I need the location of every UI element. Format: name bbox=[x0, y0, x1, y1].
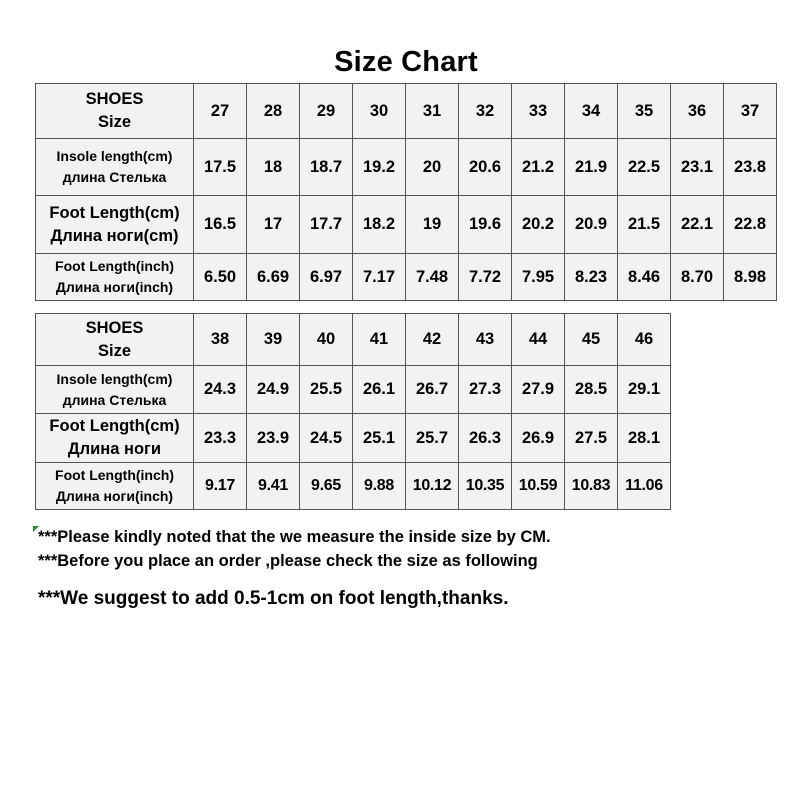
row-label-line1: Foot Length(inch) bbox=[55, 258, 174, 274]
value-cell: 9.65 bbox=[300, 463, 353, 510]
value-cell: 26.7 bbox=[406, 366, 459, 414]
header-label-line1: SHOES bbox=[85, 90, 144, 108]
value-cell: 23.1 bbox=[671, 139, 724, 196]
value-cell: 7.17 bbox=[353, 254, 406, 301]
row-label-line2: Длина ноги bbox=[67, 440, 162, 458]
value-cell: 25.1 bbox=[353, 414, 406, 463]
value-cell: 20 bbox=[406, 139, 459, 196]
value-cell: 7.95 bbox=[512, 254, 565, 301]
page-title: Size Chart bbox=[334, 46, 478, 78]
table-row bbox=[36, 366, 671, 414]
size-header-cell: 43 bbox=[459, 314, 512, 366]
size-header-cell: 45 bbox=[565, 314, 618, 366]
row-label-line2: Длина ноги(inch) bbox=[55, 279, 174, 295]
note-check-size: ***Before you place an order ,please check the size as following bbox=[38, 552, 538, 570]
size-header-cell: 30 bbox=[353, 84, 406, 139]
value-cell: 27.9 bbox=[512, 366, 565, 414]
shoes-size-header bbox=[36, 314, 194, 366]
value-cell: 28.1 bbox=[618, 414, 671, 463]
value-cell: 19.6 bbox=[459, 196, 512, 254]
size-header-cell: 44 bbox=[512, 314, 565, 366]
row-label bbox=[36, 414, 194, 463]
value-cell: 16.5 bbox=[194, 196, 247, 254]
value-cell: 10.59 bbox=[512, 463, 565, 510]
value-cell: 8.46 bbox=[618, 254, 671, 301]
value-cell: 23.9 bbox=[247, 414, 300, 463]
value-cell: 7.48 bbox=[406, 254, 459, 301]
value-cell: 21.2 bbox=[512, 139, 565, 196]
value-cell: 24.9 bbox=[247, 366, 300, 414]
value-cell: 18 bbox=[247, 139, 300, 196]
size-header-cell: 27 bbox=[194, 84, 247, 139]
value-cell: 18.2 bbox=[353, 196, 406, 254]
size-table-2 bbox=[35, 313, 671, 510]
value-cell: 27.3 bbox=[459, 366, 512, 414]
row-label bbox=[36, 254, 194, 301]
value-cell: 8.23 bbox=[565, 254, 618, 301]
value-cell: 6.69 bbox=[247, 254, 300, 301]
header-row bbox=[36, 314, 671, 366]
size-header-cell: 35 bbox=[618, 84, 671, 139]
shoes-size-header bbox=[36, 84, 194, 139]
value-cell: 6.50 bbox=[194, 254, 247, 301]
value-cell: 10.35 bbox=[459, 463, 512, 510]
header-label-line2: Size bbox=[97, 113, 132, 131]
value-cell: 17.5 bbox=[194, 139, 247, 196]
value-cell: 20.2 bbox=[512, 196, 565, 254]
size-header-cell: 28 bbox=[247, 84, 300, 139]
value-cell: 10.12 bbox=[406, 463, 459, 510]
size-header-cell: 33 bbox=[512, 84, 565, 139]
value-cell: 24.5 bbox=[300, 414, 353, 463]
row-label-line2: длина Стелька bbox=[62, 391, 167, 408]
size-table-1 bbox=[35, 83, 777, 301]
value-cell: 6.97 bbox=[300, 254, 353, 301]
value-cell: 22.1 bbox=[671, 196, 724, 254]
table-row bbox=[36, 463, 671, 510]
size-header-cell: 36 bbox=[671, 84, 724, 139]
size-header-cell: 41 bbox=[353, 314, 406, 366]
table-row bbox=[36, 414, 671, 463]
value-cell: 19.2 bbox=[353, 139, 406, 196]
value-cell: 25.5 bbox=[300, 366, 353, 414]
header-label-line1: SHOES bbox=[85, 318, 144, 337]
value-cell: 23.8 bbox=[724, 139, 777, 196]
row-label-line2: Длина ноги(cm) bbox=[50, 226, 179, 245]
value-cell: 9.17 bbox=[194, 463, 247, 510]
value-cell: 21.9 bbox=[565, 139, 618, 196]
value-cell: 22.8 bbox=[724, 196, 777, 254]
row-label-line2: длина Стелька bbox=[62, 169, 167, 185]
value-cell: 24.3 bbox=[194, 366, 247, 414]
value-cell: 9.41 bbox=[247, 463, 300, 510]
value-cell: 7.72 bbox=[459, 254, 512, 301]
row-label bbox=[36, 366, 194, 414]
size-header-cell: 31 bbox=[406, 84, 459, 139]
value-cell: 19 bbox=[406, 196, 459, 254]
value-cell: 25.7 bbox=[406, 414, 459, 463]
size-header-cell: 46 bbox=[618, 314, 671, 366]
value-cell: 26.1 bbox=[353, 366, 406, 414]
row-label-line1: Foot Length(cm) bbox=[49, 417, 180, 435]
size-header-cell: 32 bbox=[459, 84, 512, 139]
value-cell: 11.06 bbox=[618, 463, 671, 510]
value-cell: 17 bbox=[247, 196, 300, 254]
table-row bbox=[36, 196, 777, 254]
note-measure-cm: ***Please kindly noted that the we measure the inside size by CM. bbox=[38, 528, 551, 546]
value-cell: 23.3 bbox=[194, 414, 247, 463]
value-cell: 29.1 bbox=[618, 366, 671, 414]
value-cell: 8.98 bbox=[724, 254, 777, 301]
size-header-cell: 38 bbox=[194, 314, 247, 366]
size-table-2-body bbox=[36, 314, 671, 510]
value-cell: 28.5 bbox=[565, 366, 618, 414]
row-label bbox=[36, 196, 194, 254]
value-cell: 20.9 bbox=[565, 196, 618, 254]
value-cell: 18.7 bbox=[300, 139, 353, 196]
value-cell: 22.5 bbox=[618, 139, 671, 196]
size-header-cell: 37 bbox=[724, 84, 777, 139]
row-label-line1: Insole length(cm) bbox=[56, 148, 173, 164]
row-label-line1: Insole length(cm) bbox=[56, 370, 173, 387]
size-header-cell: 39 bbox=[247, 314, 300, 366]
row-label bbox=[36, 463, 194, 510]
value-cell: 20.6 bbox=[459, 139, 512, 196]
value-cell: 27.5 bbox=[565, 414, 618, 463]
size-header-cell: 34 bbox=[565, 84, 618, 139]
header-label-line2: Size bbox=[97, 341, 132, 360]
value-cell: 17.7 bbox=[300, 196, 353, 254]
value-cell: 9.88 bbox=[353, 463, 406, 510]
size-header-cell: 29 bbox=[300, 84, 353, 139]
value-cell: 26.9 bbox=[512, 414, 565, 463]
row-label-line1: Foot Length(cm) bbox=[49, 203, 180, 222]
row-label-line2: Длина ноги(inch) bbox=[55, 488, 174, 504]
table-row bbox=[36, 139, 777, 196]
value-cell: 21.5 bbox=[618, 196, 671, 254]
table-row bbox=[36, 254, 777, 301]
value-cell: 10.83 bbox=[565, 463, 618, 510]
value-cell: 26.3 bbox=[459, 414, 512, 463]
size-table-1-body bbox=[36, 84, 777, 301]
note-suggestion: ***We suggest to add 0.5-1cm on foot length,thanks. bbox=[38, 588, 509, 609]
size-header-cell: 42 bbox=[406, 314, 459, 366]
value-cell: 8.70 bbox=[671, 254, 724, 301]
size-header-cell: 40 bbox=[300, 314, 353, 366]
header-row bbox=[36, 84, 777, 139]
row-label-line1: Foot Length(inch) bbox=[55, 467, 174, 483]
row-label bbox=[36, 139, 194, 196]
